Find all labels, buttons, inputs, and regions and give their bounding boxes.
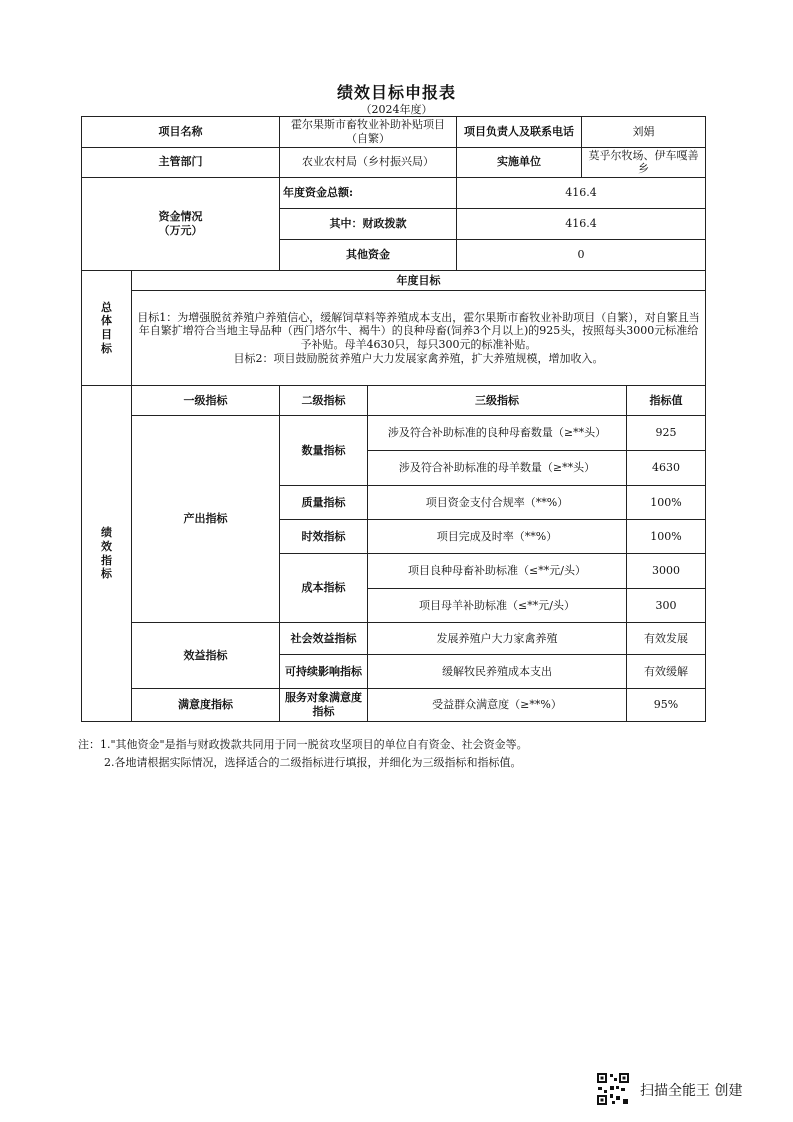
indicator-name: 项目资金支付合规率（**%）: [368, 486, 627, 520]
notes: [78, 736, 528, 771]
service-satisfaction-label: 服务对象满意度指标: [280, 689, 368, 722]
indicator-name: 项目母羊补助标准（≤**元/头）: [368, 589, 627, 623]
project-name-label: 项目名称: [82, 117, 280, 148]
indicator-name: 缓解牧民养殖成本支出: [368, 655, 627, 689]
performance-table: [81, 116, 706, 722]
indicator-value: 925: [627, 416, 706, 451]
indicator-value: 有效发展: [627, 623, 706, 655]
impl-unit-value: 莫乎尔牧场、伊车嘎善乡: [582, 147, 706, 178]
indicator-name: 涉及符合补助标准的良种母畜数量（≥**头）: [368, 416, 627, 451]
benefit-indicator-label: 效益指标: [132, 623, 280, 689]
header-level2: 二级指标: [280, 386, 368, 416]
indicator-name: 受益群众满意度（≥**%）: [368, 689, 627, 722]
indicator-value: 100%: [627, 520, 706, 554]
dept-value: 农业农村局（乡村振兴局）: [280, 147, 457, 178]
indicator-name: 发展养殖户大力家禽养殖: [368, 623, 627, 655]
goal-1-text: 目标1：为增强脱贫养殖户养殖信心，缓解饲草料等养殖成本支出，霍尔果斯市畜牧业补助项目（自繁），对自繁且当年自繁扩增符合当地主导品种（西门塔尔牛、褐牛）的良种母畜(饲养3个月以上)的925头，按照每头3000元标准给予补贴。母羊4630只，每只300元的标准补贴。: [137, 310, 700, 351]
sustainable-impact-label: 可持续影响指标: [280, 655, 368, 689]
indicator-name: 项目完成及时率（**%）: [368, 520, 627, 554]
quantity-indicator-label: 数量指标: [280, 416, 368, 486]
note-line-2: 2.各地请根据实际情况，选择适合的二级指标进行填报，并细化为三级指标和指标值。: [104, 755, 522, 769]
indicator-name: 项目良种母畜补助标准（≤**元/头）: [368, 554, 627, 589]
scanner-watermark: 扫描全能王 创建: [640, 1083, 743, 1099]
funds-fiscal-value: 416.4: [457, 209, 706, 240]
timeliness-indicator-label: 时效指标: [280, 520, 368, 554]
note-line-1: 注：1."其他资金"是指与财政拨款共同用于同一脱贫攻坚项目的单位自有资金、社会资金等。: [78, 738, 528, 751]
funds-fiscal-label: 其中：财政拨款: [280, 209, 457, 240]
qr-code-icon: [596, 1072, 630, 1106]
indicator-value: 100%: [627, 486, 706, 520]
contact-value: 刘娟: [582, 117, 706, 148]
dept-label: 主管部门: [82, 147, 280, 178]
indicator-value: 4630: [627, 451, 706, 486]
social-benefit-label: 社会效益指标: [280, 623, 368, 655]
funds-total-value: 416.4: [457, 178, 706, 209]
page-subtitle: （2024年度）: [360, 103, 433, 116]
funds-other-label: 其他资金: [280, 240, 457, 271]
overall-goal-side-label: 总 体 目 标: [82, 271, 132, 386]
header-value: 指标值: [627, 386, 706, 416]
page-title: 绩效目标申报表: [336, 83, 456, 102]
output-indicator-label: 产出指标: [132, 416, 280, 623]
indicator-value: 300: [627, 589, 706, 623]
header-level3: 三级指标: [368, 386, 627, 416]
header-level1: 一级指标: [132, 386, 280, 416]
funds-total-label: 年度资金总额:: [280, 178, 457, 209]
indicator-value: 有效缓解: [627, 655, 706, 689]
annual-goal-header: 年度目标: [132, 271, 706, 291]
funds-label: 资金情况 （万元）: [82, 178, 280, 271]
annual-goal-text: [132, 291, 706, 386]
impl-unit-label: 实施单位: [457, 147, 582, 178]
contact-label: 项目负责人及联系电话: [457, 117, 582, 148]
funds-other-value: 0: [457, 240, 706, 271]
indicator-side-label: 绩 效 指 标: [82, 386, 132, 722]
indicator-value: 3000: [627, 554, 706, 589]
goal-2-text: 目标2：项目鼓励脱贫养殖户大力发展家禽养殖，扩大养殖规模，增加收入。: [233, 351, 604, 365]
satisfaction-indicator-label: 满意度指标: [132, 689, 280, 722]
cost-indicator-label: 成本指标: [280, 554, 368, 623]
project-name-value: 霍尔果斯市畜牧业补助补贴项目（自繁）: [280, 117, 457, 148]
indicator-value: 95%: [627, 689, 706, 722]
indicator-name: 涉及符合补助标准的母羊数量（≥**头）: [368, 451, 627, 486]
quality-indicator-label: 质量指标: [280, 486, 368, 520]
